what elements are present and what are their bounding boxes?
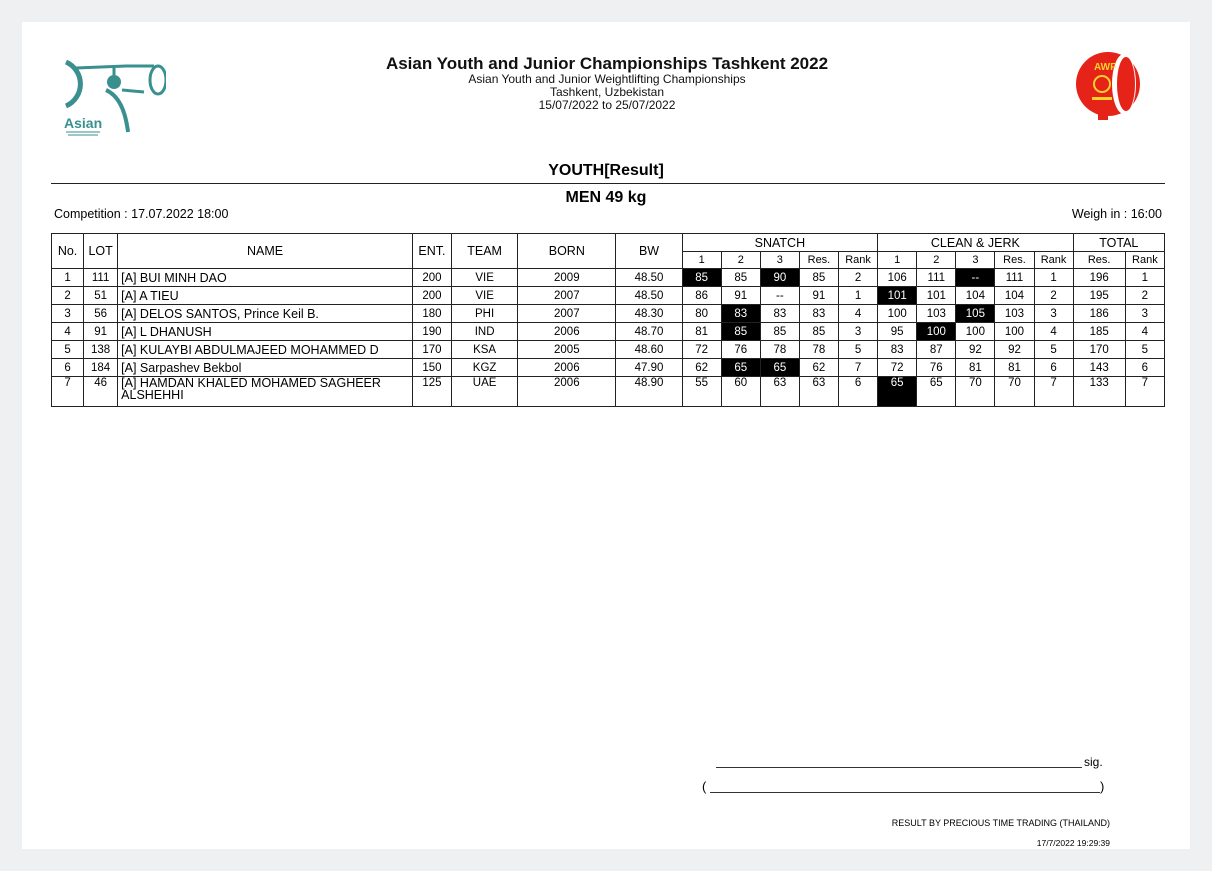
cell-bw: 48.70 [616,323,682,341]
event-location: Tashkent, Uzbekistan [549,85,665,99]
col-bw: BW [616,234,682,269]
col-cj-2: 2 [917,252,956,269]
cell-crank: 5 [1034,341,1073,359]
cell-c2: 101 [917,287,956,305]
cell-trank: 5 [1125,341,1164,359]
cell-cres: 104 [995,287,1034,305]
cell-tres: 133 [1073,377,1125,407]
col-cj-rank: Rank [1034,252,1073,269]
cell-trank: 2 [1125,287,1164,305]
cell-trank: 3 [1125,305,1164,323]
cell-team: IND [452,323,518,341]
cell-ent: 150 [412,359,451,377]
cell-trank: 7 [1125,377,1164,407]
event-title: Asian Youth and Junior Championships Tashkent 2022 [385,54,829,73]
cell-no: 3 [52,305,84,323]
col-group-total: TOTAL [1073,234,1164,252]
cell-born: 2006 [518,359,616,377]
cell-c2: 100 [917,323,956,341]
cell-ent: 200 [412,269,451,287]
cell-s3: -- [760,287,799,305]
cell-name: [A] DELOS SANTOS, Prince Keil B. [118,305,413,323]
cell-lot: 184 [84,359,118,377]
cell-ent: 170 [412,341,451,359]
result-sheet [22,22,1190,849]
cell-lot: 46 [84,377,118,407]
cell-sres: 63 [799,377,838,407]
cell-s2: 76 [721,341,760,359]
cell-c1: 95 [878,323,917,341]
cell-team: UAE [452,377,518,407]
cell-ent: 125 [412,377,451,407]
cell-c1: 83 [878,341,917,359]
cell-trank: 1 [1125,269,1164,287]
cell-c3: -- [956,269,995,287]
cell-sres: 78 [799,341,838,359]
cell-trank: 4 [1125,323,1164,341]
cell-c1: 65 [878,377,917,407]
col-no: No. [52,234,84,269]
col-snatch-res: Res. [799,252,838,269]
cell-s1: 55 [682,377,721,407]
cell-name: [A] Sarpashev Bekbol [118,359,413,377]
cell-cres: 103 [995,305,1034,323]
cell-srank: 4 [838,305,877,323]
cell-s2: 85 [721,323,760,341]
cell-sres: 83 [799,305,838,323]
cell-c3: 92 [956,341,995,359]
cell-c1: 100 [878,305,917,323]
cell-no: 4 [52,323,84,341]
cell-lot: 111 [84,269,118,287]
cell-tres: 185 [1073,323,1125,341]
col-snatch-rank: Rank [838,252,877,269]
event-dates: 15/07/2022 to 25/07/2022 [538,98,676,112]
cell-no: 2 [52,287,84,305]
col-name: NAME [118,234,413,269]
cell-no: 1 [52,269,84,287]
cell-team: VIE [452,287,518,305]
name-paren-open: ( [702,779,707,794]
table-row [52,359,1165,377]
cell-tres: 170 [1073,341,1125,359]
signature-line [716,767,1082,768]
cell-no: 6 [52,359,84,377]
cell-s3: 63 [760,377,799,407]
cell-tres: 196 [1073,269,1125,287]
cell-cres: 70 [995,377,1034,407]
cell-c3: 100 [956,323,995,341]
cell-c2: 103 [917,305,956,323]
cell-s2: 83 [721,305,760,323]
col-group-clean-jerk: CLEAN & JERK [878,234,1073,252]
col-lot: LOT [84,234,118,269]
cell-born: 2007 [518,305,616,323]
cell-srank: 1 [838,287,877,305]
col-cj-3: 3 [956,252,995,269]
cell-s1: 62 [682,359,721,377]
table-row [52,377,1165,407]
cell-trank: 6 [1125,359,1164,377]
cell-bw: 48.90 [616,377,682,407]
section-heading: YOUTH[Result] [548,162,664,179]
cell-sres: 85 [799,323,838,341]
col-snatch-3: 3 [760,252,799,269]
cell-tres: 186 [1073,305,1125,323]
cell-lot: 91 [84,323,118,341]
cell-sres: 62 [799,359,838,377]
cell-srank: 3 [838,323,877,341]
cell-tres: 143 [1073,359,1125,377]
cell-bw: 48.60 [616,341,682,359]
competition-time: Competition : 17.07.2022 18:00 [54,207,229,221]
cell-c1: 106 [878,269,917,287]
event-subtitle: Asian Youth and Junior Weightlifting Championships [468,72,746,86]
col-snatch-2: 2 [721,252,760,269]
cell-cres: 100 [995,323,1034,341]
cell-cres: 111 [995,269,1034,287]
cell-born: 2006 [518,377,616,407]
col-born: BORN [518,234,616,269]
results-credit: RESULT BY PRECIOUS TIME TRADING (THAILAND) [891,818,1110,828]
results-table [51,233,1165,407]
cell-s3: 65 [760,359,799,377]
table-row [52,323,1165,341]
cell-no: 7 [52,377,84,407]
cell-srank: 7 [838,359,877,377]
col-team: TEAM [452,234,518,269]
cell-crank: 1 [1034,269,1073,287]
cell-s1: 80 [682,305,721,323]
cell-cres: 81 [995,359,1034,377]
weigh-in-time: Weigh in : 16:00 [1071,207,1162,221]
cell-c3: 105 [956,305,995,323]
cell-c2: 111 [917,269,956,287]
cell-sres: 91 [799,287,838,305]
cell-c1: 72 [878,359,917,377]
cell-born: 2005 [518,341,616,359]
cell-s3: 90 [760,269,799,287]
cell-c1: 101 [878,287,917,305]
cell-s1: 81 [682,323,721,341]
signature-label: sig. [1084,755,1103,769]
cell-lot: 138 [84,341,118,359]
asian-championships-logo [54,52,166,138]
cell-crank: 4 [1034,323,1073,341]
cell-ent: 190 [412,323,451,341]
event-subtitle-block [222,73,992,112]
cell-crank: 2 [1034,287,1073,305]
cell-bw: 48.50 [616,287,682,305]
table-row [52,269,1165,287]
cell-name: [A] A TIEU [118,287,413,305]
cell-no: 5 [52,341,84,359]
cell-lot: 56 [84,305,118,323]
col-cj-res: Res. [995,252,1034,269]
cell-s1: 86 [682,287,721,305]
table-row [52,287,1165,305]
cell-c2: 65 [917,377,956,407]
cell-srank: 2 [838,269,877,287]
svg-text:AWF: AWF [1094,62,1117,73]
cell-c3: 104 [956,287,995,305]
name-line [710,792,1100,793]
cell-s3: 85 [760,323,799,341]
print-timestamp: 17/7/2022 19:29:39 [1036,838,1110,848]
cell-bw: 47.90 [616,359,682,377]
cell-ent: 200 [412,287,451,305]
cell-bw: 48.30 [616,305,682,323]
cell-s2: 91 [721,287,760,305]
cell-lot: 51 [84,287,118,305]
cell-s2: 60 [721,377,760,407]
col-ent: ENT. [412,234,451,269]
cell-name: [A] BUI MINH DAO [118,269,413,287]
cell-name: [A] HAMDAN KHALED MOHAMED SAGHEER ALSHEHHI [118,377,413,407]
cell-born: 2007 [518,287,616,305]
cell-c2: 76 [917,359,956,377]
cell-born: 2009 [518,269,616,287]
cell-team: KGZ [452,359,518,377]
cell-bw: 48.50 [616,269,682,287]
cell-name: [A] L DHANUSH [118,323,413,341]
heading-divider [51,183,1165,184]
cell-ent: 180 [412,305,451,323]
cell-srank: 5 [838,341,877,359]
cell-c3: 70 [956,377,995,407]
table-row [52,305,1165,323]
cell-s3: 83 [760,305,799,323]
cell-team: KSA [452,341,518,359]
cell-crank: 7 [1034,377,1073,407]
table-row [52,341,1165,359]
cell-c3: 81 [956,359,995,377]
cell-cres: 92 [995,341,1034,359]
cell-s2: 85 [721,269,760,287]
cell-srank: 6 [838,377,877,407]
cell-name: [A] KULAYBI ABDULMAJEED MOHAMMED D [118,341,413,359]
col-group-snatch: SNATCH [682,234,878,252]
svg-text:Asian: Asian [64,115,103,131]
awf-logo [1072,50,1144,122]
col-cj-1: 1 [878,252,917,269]
cell-crank: 6 [1034,359,1073,377]
cell-tres: 195 [1073,287,1125,305]
cell-team: VIE [452,269,518,287]
cell-c2: 87 [917,341,956,359]
weight-category: MEN 49 kg [565,189,647,206]
cell-s3: 78 [760,341,799,359]
cell-born: 2006 [518,323,616,341]
cell-crank: 3 [1034,305,1073,323]
cell-team: PHI [452,305,518,323]
cell-s1: 72 [682,341,721,359]
col-total-res: Res. [1073,252,1125,269]
col-total-rank: Rank [1125,252,1164,269]
cell-s1: 85 [682,269,721,287]
name-paren-close: ) [1100,779,1105,794]
cell-s2: 65 [721,359,760,377]
col-snatch-1: 1 [682,252,721,269]
cell-sres: 85 [799,269,838,287]
